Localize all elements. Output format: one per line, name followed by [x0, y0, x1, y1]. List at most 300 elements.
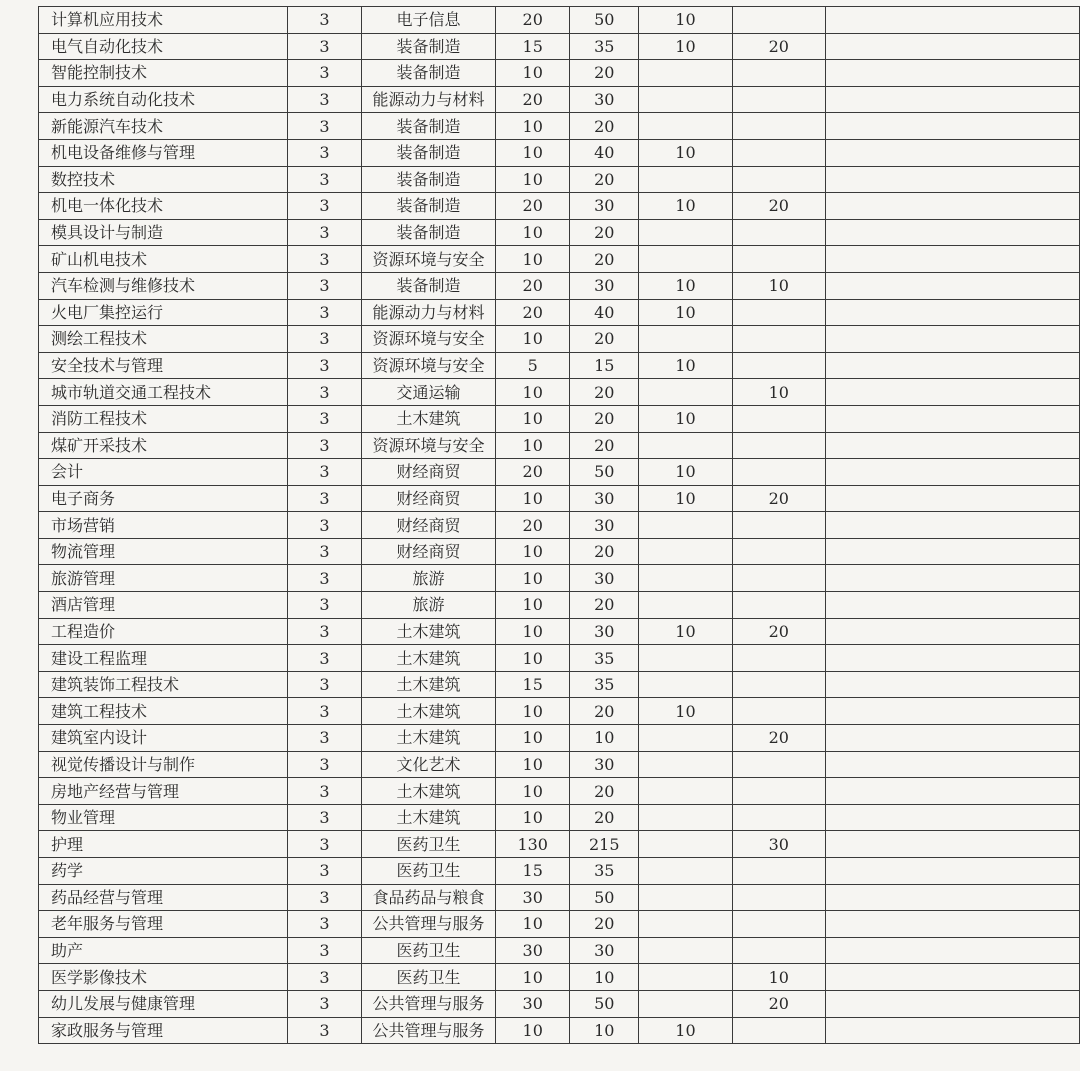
cell-count-a: 10: [496, 725, 570, 752]
cell-category: 装备制造: [361, 272, 495, 299]
cell-count-c: [639, 592, 732, 619]
cell-count-d: [732, 60, 825, 87]
table-row: [39, 565, 1080, 592]
cell-remarks: [825, 33, 1079, 60]
table-row: [39, 86, 1080, 113]
cell-count-a: 10: [496, 778, 570, 805]
cell-category: 能源动力与材料: [361, 299, 495, 326]
cell-duration: 3: [288, 512, 362, 539]
cell-major-name: 数控技术: [39, 166, 288, 193]
cell-count-c: [639, 804, 732, 831]
cell-duration: 3: [288, 990, 362, 1017]
cell-category: 资源环境与安全: [361, 432, 495, 459]
cell-count-b: 20: [570, 246, 639, 273]
cell-count-b: 10: [570, 725, 639, 752]
cell-count-b: 10: [570, 964, 639, 991]
cell-count-d: 20: [732, 33, 825, 60]
cell-count-b: 20: [570, 405, 639, 432]
cell-category: 旅游: [361, 592, 495, 619]
cell-count-b: 20: [570, 538, 639, 565]
cell-duration: 3: [288, 645, 362, 672]
cell-category: 土木建筑: [361, 645, 495, 672]
cell-count-d: 20: [732, 990, 825, 1017]
cell-remarks: [825, 139, 1079, 166]
cell-major-name: 视觉传播设计与制作: [39, 751, 288, 778]
cell-count-c: 10: [639, 459, 732, 486]
cell-duration: 3: [288, 193, 362, 220]
cell-remarks: [825, 618, 1079, 645]
cell-count-a: 15: [496, 671, 570, 698]
cell-count-d: [732, 538, 825, 565]
cell-count-a: 10: [496, 246, 570, 273]
cell-count-c: [639, 60, 732, 87]
cell-major-name: 安全技术与管理: [39, 352, 288, 379]
cell-count-c: 10: [639, 33, 732, 60]
cell-count-b: 50: [570, 884, 639, 911]
cell-duration: 3: [288, 352, 362, 379]
cell-count-c: 10: [639, 618, 732, 645]
cell-major-name: 护理: [39, 831, 288, 858]
cell-count-c: 10: [639, 485, 732, 512]
cell-duration: 3: [288, 778, 362, 805]
table-row: [39, 113, 1080, 140]
cell-count-b: 40: [570, 139, 639, 166]
table-row: [39, 405, 1080, 432]
cell-duration: 3: [288, 379, 362, 406]
cell-remarks: [825, 246, 1079, 273]
table-row: [39, 538, 1080, 565]
cell-duration: 3: [288, 911, 362, 938]
cell-major-name: 建筑装饰工程技术: [39, 671, 288, 698]
cell-count-c: [639, 990, 732, 1017]
table-row: [39, 645, 1080, 672]
cell-remarks: [825, 565, 1079, 592]
cell-count-a: 10: [496, 485, 570, 512]
cell-major-name: 旅游管理: [39, 565, 288, 592]
cell-duration: 3: [288, 592, 362, 619]
cell-remarks: [825, 1017, 1079, 1044]
cell-duration: 3: [288, 831, 362, 858]
table-row: [39, 937, 1080, 964]
table-row: [39, 432, 1080, 459]
cell-category: 土木建筑: [361, 725, 495, 752]
cell-remarks: [825, 379, 1079, 406]
cell-count-d: 10: [732, 964, 825, 991]
cell-duration: 3: [288, 60, 362, 87]
cell-count-a: 10: [496, 113, 570, 140]
table-row: [39, 485, 1080, 512]
cell-count-b: 40: [570, 299, 639, 326]
table-row: [39, 725, 1080, 752]
cell-count-d: [732, 299, 825, 326]
cell-count-a: 10: [496, 139, 570, 166]
table-row: [39, 751, 1080, 778]
cell-count-d: 20: [732, 193, 825, 220]
table-row: [39, 219, 1080, 246]
cell-count-a: 15: [496, 858, 570, 885]
cell-count-b: 20: [570, 698, 639, 725]
cell-major-name: 智能控制技术: [39, 60, 288, 87]
cell-remarks: [825, 831, 1079, 858]
cell-count-c: [639, 884, 732, 911]
cell-count-a: 10: [496, 618, 570, 645]
cell-duration: 3: [288, 326, 362, 353]
cell-category: 财经商贸: [361, 459, 495, 486]
cell-count-b: 20: [570, 326, 639, 353]
cell-remarks: [825, 113, 1079, 140]
table-body: [39, 7, 1080, 1044]
cell-count-a: 10: [496, 405, 570, 432]
cell-category: 文化艺术: [361, 751, 495, 778]
cell-duration: 3: [288, 113, 362, 140]
cell-count-b: 30: [570, 485, 639, 512]
cell-major-name: 建筑工程技术: [39, 698, 288, 725]
cell-duration: 3: [288, 538, 362, 565]
cell-count-b: 20: [570, 804, 639, 831]
cell-category: 医药卫生: [361, 937, 495, 964]
cell-count-a: 30: [496, 884, 570, 911]
table-row: [39, 831, 1080, 858]
cell-count-d: [732, 565, 825, 592]
cell-count-d: [732, 113, 825, 140]
cell-duration: 3: [288, 405, 362, 432]
cell-major-name: 机电设备维修与管理: [39, 139, 288, 166]
cell-count-c: [639, 565, 732, 592]
cell-remarks: [825, 7, 1079, 34]
cell-count-c: [639, 326, 732, 353]
cell-category: 装备制造: [361, 193, 495, 220]
cell-count-b: 35: [570, 858, 639, 885]
cell-category: 公共管理与服务: [361, 1017, 495, 1044]
cell-duration: 3: [288, 86, 362, 113]
cell-count-d: [732, 432, 825, 459]
cell-remarks: [825, 725, 1079, 752]
cell-major-name: 电力系统自动化技术: [39, 86, 288, 113]
cell-count-d: [732, 86, 825, 113]
cell-count-a: 10: [496, 592, 570, 619]
cell-major-name: 家政服务与管理: [39, 1017, 288, 1044]
cell-count-d: 20: [732, 618, 825, 645]
cell-count-d: [732, 884, 825, 911]
cell-count-b: 30: [570, 618, 639, 645]
cell-count-a: 10: [496, 565, 570, 592]
cell-major-name: 药品经营与管理: [39, 884, 288, 911]
cell-major-name: 房地产经营与管理: [39, 778, 288, 805]
cell-major-name: 老年服务与管理: [39, 911, 288, 938]
cell-count-c: [639, 246, 732, 273]
cell-count-c: 10: [639, 1017, 732, 1044]
cell-count-c: [639, 538, 732, 565]
cell-duration: 3: [288, 858, 362, 885]
cell-count-a: 10: [496, 1017, 570, 1044]
cell-count-d: [732, 804, 825, 831]
cell-category: 能源动力与材料: [361, 86, 495, 113]
cell-duration: 3: [288, 166, 362, 193]
cell-category: 电子信息: [361, 7, 495, 34]
cell-major-name: 市场营销: [39, 512, 288, 539]
cell-count-a: 15: [496, 33, 570, 60]
cell-remarks: [825, 804, 1079, 831]
cell-count-c: [639, 166, 732, 193]
cell-duration: 3: [288, 671, 362, 698]
cell-duration: 3: [288, 565, 362, 592]
cell-count-d: [732, 326, 825, 353]
cell-count-a: 5: [496, 352, 570, 379]
cell-major-name: 测绘工程技术: [39, 326, 288, 353]
cell-count-c: [639, 645, 732, 672]
cell-count-b: 20: [570, 379, 639, 406]
cell-category: 资源环境与安全: [361, 352, 495, 379]
cell-category: 财经商贸: [361, 485, 495, 512]
cell-duration: 3: [288, 219, 362, 246]
cell-category: 土木建筑: [361, 405, 495, 432]
cell-category: 土木建筑: [361, 698, 495, 725]
cell-duration: 3: [288, 884, 362, 911]
cell-count-a: 20: [496, 7, 570, 34]
cell-category: 交通运输: [361, 379, 495, 406]
cell-count-a: 10: [496, 60, 570, 87]
cell-category: 装备制造: [361, 60, 495, 87]
cell-remarks: [825, 911, 1079, 938]
table-row: [39, 990, 1080, 1017]
cell-major-name: 建设工程监理: [39, 645, 288, 672]
cell-count-b: 20: [570, 592, 639, 619]
table-row: [39, 778, 1080, 805]
cell-count-c: 10: [639, 139, 732, 166]
table-row: [39, 193, 1080, 220]
cell-major-name: 煤矿开采技术: [39, 432, 288, 459]
cell-count-a: 20: [496, 272, 570, 299]
cell-remarks: [825, 352, 1079, 379]
cell-duration: 3: [288, 432, 362, 459]
cell-remarks: [825, 272, 1079, 299]
cell-count-c: [639, 219, 732, 246]
cell-count-a: 20: [496, 459, 570, 486]
cell-duration: 3: [288, 751, 362, 778]
table-row: [39, 352, 1080, 379]
cell-remarks: [825, 990, 1079, 1017]
cell-count-c: [639, 751, 732, 778]
cell-remarks: [825, 86, 1079, 113]
cell-count-d: [732, 7, 825, 34]
cell-count-c: [639, 113, 732, 140]
cell-count-a: 10: [496, 698, 570, 725]
cell-count-a: 20: [496, 512, 570, 539]
cell-count-d: [732, 671, 825, 698]
cell-category: 资源环境与安全: [361, 326, 495, 353]
cell-remarks: [825, 512, 1079, 539]
cell-remarks: [825, 219, 1079, 246]
cell-major-name: 物业管理: [39, 804, 288, 831]
cell-category: 土木建筑: [361, 618, 495, 645]
table-row: [39, 379, 1080, 406]
cell-count-d: [732, 166, 825, 193]
cell-count-b: 215: [570, 831, 639, 858]
table-row: [39, 459, 1080, 486]
cell-major-name: 建筑室内设计: [39, 725, 288, 752]
table-row: [39, 671, 1080, 698]
table-row: [39, 246, 1080, 273]
cell-duration: 3: [288, 7, 362, 34]
cell-remarks: [825, 299, 1079, 326]
cell-major-name: 模具设计与制造: [39, 219, 288, 246]
cell-category: 公共管理与服务: [361, 911, 495, 938]
cell-major-name: 城市轨道交通工程技术: [39, 379, 288, 406]
cell-count-d: 20: [732, 485, 825, 512]
cell-major-name: 电气自动化技术: [39, 33, 288, 60]
cell-count-d: [732, 352, 825, 379]
cell-duration: 3: [288, 1017, 362, 1044]
cell-count-a: 10: [496, 166, 570, 193]
table-row: [39, 272, 1080, 299]
cell-category: 医药卫生: [361, 831, 495, 858]
cell-count-d: 20: [732, 725, 825, 752]
cell-major-name: 助产: [39, 937, 288, 964]
table-row: [39, 964, 1080, 991]
table-row: [39, 512, 1080, 539]
cell-major-name: 新能源汽车技术: [39, 113, 288, 140]
cell-category: 装备制造: [361, 219, 495, 246]
cell-count-d: [732, 937, 825, 964]
table-row: [39, 618, 1080, 645]
cell-count-c: [639, 725, 732, 752]
cell-duration: 3: [288, 618, 362, 645]
cell-remarks: [825, 671, 1079, 698]
cell-duration: 3: [288, 964, 362, 991]
table-row: [39, 1017, 1080, 1044]
cell-duration: 3: [288, 804, 362, 831]
cell-count-a: 30: [496, 937, 570, 964]
cell-count-d: [732, 751, 825, 778]
table-row: [39, 858, 1080, 885]
cell-count-d: 30: [732, 831, 825, 858]
cell-count-d: [732, 778, 825, 805]
cell-count-b: 20: [570, 60, 639, 87]
cell-count-a: 10: [496, 432, 570, 459]
cell-count-d: [732, 246, 825, 273]
cell-count-c: [639, 911, 732, 938]
table-row: [39, 884, 1080, 911]
cell-count-a: 10: [496, 219, 570, 246]
cell-category: 医药卫生: [361, 858, 495, 885]
table-row: [39, 33, 1080, 60]
cell-category: 旅游: [361, 565, 495, 592]
table-row: [39, 326, 1080, 353]
cell-remarks: [825, 592, 1079, 619]
cell-major-name: 物流管理: [39, 538, 288, 565]
cell-category: 财经商贸: [361, 538, 495, 565]
cell-duration: 3: [288, 299, 362, 326]
cell-count-b: 20: [570, 911, 639, 938]
cell-count-c: [639, 512, 732, 539]
cell-category: 土木建筑: [361, 804, 495, 831]
cell-count-a: 20: [496, 193, 570, 220]
table-row: [39, 299, 1080, 326]
cell-duration: 3: [288, 139, 362, 166]
cell-count-c: [639, 964, 732, 991]
cell-count-b: 35: [570, 33, 639, 60]
cell-duration: 3: [288, 485, 362, 512]
cell-category: 土木建筑: [361, 671, 495, 698]
cell-count-d: [732, 1017, 825, 1044]
cell-major-name: 医学影像技术: [39, 964, 288, 991]
table-row: [39, 7, 1080, 34]
table-row: [39, 911, 1080, 938]
cell-major-name: 消防工程技术: [39, 405, 288, 432]
cell-count-a: 10: [496, 911, 570, 938]
cell-count-b: 30: [570, 565, 639, 592]
cell-remarks: [825, 432, 1079, 459]
cell-duration: 3: [288, 698, 362, 725]
cell-count-a: 10: [496, 326, 570, 353]
cell-count-c: 10: [639, 193, 732, 220]
cell-count-c: [639, 671, 732, 698]
cell-count-b: 50: [570, 990, 639, 1017]
cell-duration: 3: [288, 272, 362, 299]
cell-count-b: 50: [570, 459, 639, 486]
cell-category: 装备制造: [361, 113, 495, 140]
cell-count-b: 35: [570, 645, 639, 672]
cell-count-c: [639, 778, 732, 805]
cell-count-d: 10: [732, 379, 825, 406]
cell-duration: 3: [288, 459, 362, 486]
cell-category: 财经商贸: [361, 512, 495, 539]
cell-count-d: [732, 645, 825, 672]
cell-count-b: 20: [570, 113, 639, 140]
cell-count-a: 20: [496, 299, 570, 326]
cell-remarks: [825, 964, 1079, 991]
cell-count-c: [639, 86, 732, 113]
cell-count-c: [639, 379, 732, 406]
cell-count-d: [732, 139, 825, 166]
cell-count-d: [732, 858, 825, 885]
cell-count-a: 10: [496, 538, 570, 565]
cell-count-d: [732, 698, 825, 725]
cell-remarks: [825, 645, 1079, 672]
cell-count-b: 10: [570, 1017, 639, 1044]
cell-count-c: 10: [639, 299, 732, 326]
cell-count-c: 10: [639, 352, 732, 379]
cell-category: 食品药品与粮食: [361, 884, 495, 911]
cell-count-a: 10: [496, 804, 570, 831]
table-row: [39, 139, 1080, 166]
cell-duration: 3: [288, 937, 362, 964]
cell-count-a: 10: [496, 379, 570, 406]
cell-major-name: 幼儿发展与健康管理: [39, 990, 288, 1017]
cell-count-b: 20: [570, 219, 639, 246]
cell-category: 装备制造: [361, 33, 495, 60]
table-row: [39, 698, 1080, 725]
cell-count-c: 10: [639, 272, 732, 299]
cell-major-name: 火电厂集控运行: [39, 299, 288, 326]
table-row: [39, 804, 1080, 831]
cell-remarks: [825, 698, 1079, 725]
cell-count-b: 30: [570, 937, 639, 964]
cell-count-b: 30: [570, 86, 639, 113]
cell-count-c: [639, 432, 732, 459]
cell-count-b: 20: [570, 432, 639, 459]
cell-duration: 3: [288, 725, 362, 752]
cell-count-a: 10: [496, 964, 570, 991]
cell-count-b: 15: [570, 352, 639, 379]
cell-count-a: 130: [496, 831, 570, 858]
cell-category: 资源环境与安全: [361, 246, 495, 273]
cell-count-b: 30: [570, 193, 639, 220]
cell-major-name: 机电一体化技术: [39, 193, 288, 220]
cell-count-a: 20: [496, 86, 570, 113]
cell-count-d: 10: [732, 272, 825, 299]
cell-major-name: 汽车检测与维修技术: [39, 272, 288, 299]
